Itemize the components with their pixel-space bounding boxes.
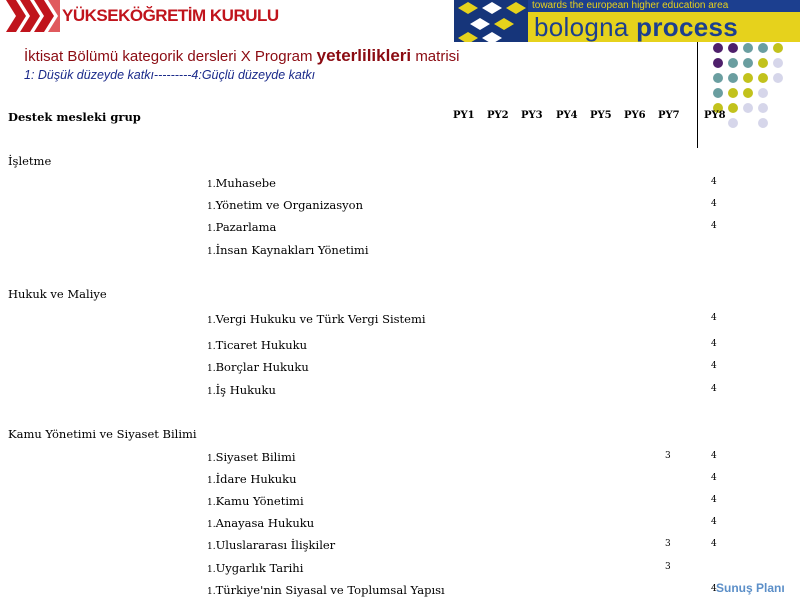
course-name: Türkiye'nin Siyasal ve Toplumsal Yapısı (215, 583, 445, 597)
decorative-dot (758, 103, 768, 113)
decorative-dot (743, 43, 753, 53)
py7-value: 3 (665, 539, 671, 549)
course-name: Yönetim ve Organizasyon (215, 198, 364, 212)
column-header-py3: PY3 (521, 110, 543, 121)
course-name: Kamu Yönetimi (215, 494, 304, 508)
decorative-dot (728, 43, 738, 53)
decorative-dot (773, 58, 783, 68)
py8-value: 4 (711, 339, 717, 349)
decorative-dot (728, 88, 738, 98)
sunus-plani-link[interactable]: Sunuş Planı (716, 581, 785, 595)
decorative-dot (713, 73, 723, 83)
py7-value: 3 (665, 451, 671, 461)
decorative-dot (743, 73, 753, 83)
decorative-dot (743, 103, 753, 113)
course-row (207, 494, 304, 508)
process-word: process (636, 12, 738, 42)
group-label: Kamu Yönetimi ve Siyaset Bilimi (8, 427, 197, 441)
course-row (207, 360, 309, 374)
course-row (207, 538, 335, 552)
decorative-dot (728, 103, 738, 113)
column-header-py1: PY1 (453, 110, 475, 121)
course-row (207, 561, 303, 575)
title-part2: yeterlilikleri (316, 46, 412, 65)
decorative-dot (743, 58, 753, 68)
course-name: İdare Hukuku (215, 472, 297, 486)
column-header-py8: PY8 (704, 110, 726, 121)
decorative-dot (728, 73, 738, 83)
decorative-dot (713, 58, 723, 68)
course-row (207, 516, 314, 530)
title-part3: matrisi (415, 48, 460, 65)
bologna-word: bologna (534, 12, 629, 42)
course-number: 1. (207, 387, 216, 397)
course-row (207, 176, 276, 190)
course-number: 1. (207, 454, 216, 464)
decorative-dot (758, 73, 768, 83)
decorative-dot (758, 43, 768, 53)
course-name: Siyaset Bilimi (215, 450, 296, 464)
column-header-py2: PY2 (487, 110, 509, 121)
decorative-dot (773, 43, 783, 53)
py8-value: 4 (711, 495, 717, 505)
decorative-dot (758, 88, 768, 98)
course-number: 1. (207, 476, 216, 486)
course-name: Uluslararası İlişkiler (215, 538, 336, 552)
course-name: Borçlar Hukuku (215, 360, 309, 374)
course-name: Vergi Hukuku ve Türk Vergi Sistemi (215, 312, 426, 326)
py8-value: 4 (711, 517, 717, 527)
course-name: İnsan Kaynakları Yönetimi (215, 243, 369, 257)
py8-value: 4 (711, 539, 717, 549)
course-number: 1. (207, 542, 216, 552)
course-number: 1. (207, 520, 216, 530)
course-number: 1. (207, 247, 216, 257)
scale-legend: 1: Düşük düzeyde katkı---------4:Güçlü düzeyde katkı (24, 68, 316, 82)
course-row (207, 198, 363, 212)
course-number: 1. (207, 587, 216, 597)
column-header-py4: PY4 (556, 110, 578, 121)
decorative-dot (728, 58, 738, 68)
group-label: Hukuk ve Maliye (8, 287, 107, 301)
course-name: Uygarlık Tarihi (215, 561, 304, 575)
column-header-py5: PY5 (590, 110, 612, 121)
course-number: 1. (207, 224, 216, 234)
decorative-dot (758, 118, 768, 128)
course-name: Pazarlama (215, 220, 277, 234)
course-row (207, 243, 369, 257)
py8-value: 4 (711, 199, 717, 209)
py8-value: 4 (711, 451, 717, 461)
course-row (207, 472, 297, 486)
py7-value: 3 (665, 562, 671, 572)
decorative-dot (713, 43, 723, 53)
decorative-dot (728, 118, 738, 128)
course-name: Ticaret Hukuku (215, 338, 308, 352)
py8-value: 4 (711, 384, 717, 394)
group-label: İşletme (8, 154, 52, 168)
course-number: 1. (207, 202, 216, 212)
bologna-tagline: towards the european higher education area (528, 0, 800, 12)
course-row (207, 220, 276, 234)
course-row (207, 450, 296, 464)
group-column-header: Destek mesleki grup (8, 110, 141, 124)
course-row (207, 583, 445, 597)
py8-value: 4 (711, 473, 717, 483)
yok-logo-text: YÜKSEKÖĞRETİM KURULU (62, 6, 279, 25)
course-name: İş Hukuku (215, 383, 276, 397)
course-name: Muhasebe (215, 176, 276, 190)
py8-value: 4 (711, 313, 717, 323)
course-row (207, 383, 276, 397)
course-name: Anayasa Hukuku (215, 516, 315, 530)
py8-value: 4 (711, 177, 717, 187)
course-row (207, 312, 426, 326)
course-number: 1. (207, 180, 216, 190)
column-header-py7: PY7 (658, 110, 680, 121)
py8-value: 4 (711, 584, 717, 594)
py8-value: 4 (711, 361, 717, 371)
decorative-dot (773, 73, 783, 83)
course-number: 1. (207, 498, 216, 508)
course-number: 1. (207, 565, 216, 575)
course-row (207, 338, 307, 352)
course-number: 1. (207, 364, 216, 374)
course-number: 1. (207, 316, 216, 326)
title-part1: İktisat Bölümü kategorik dersleri X Program (24, 48, 313, 65)
decorative-dot (743, 88, 753, 98)
decorative-dot (758, 58, 768, 68)
decorative-dot (713, 88, 723, 98)
vertical-divider (697, 42, 698, 148)
py8-value: 4 (711, 221, 717, 231)
column-header-py6: PY6 (624, 110, 646, 121)
course-number: 1. (207, 342, 216, 352)
